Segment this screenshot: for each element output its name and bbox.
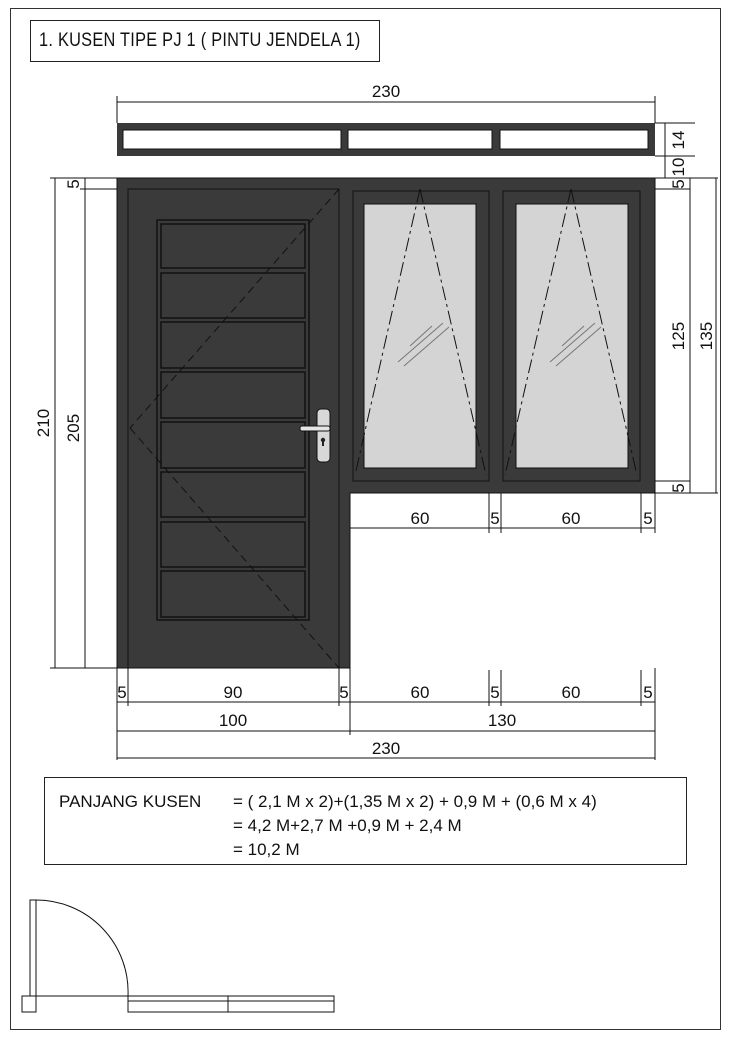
dim-bottom-door-90: 90 — [223, 683, 243, 702]
dim-bottom-win-60a: 60 — [410, 683, 430, 702]
dim-bottom-100: 100 — [218, 711, 248, 730]
dim-win-width-1: 60 — [410, 509, 430, 528]
dim-bottom-total: 230 — [371, 739, 401, 758]
drawing-title: 1. KUSEN TIPE PJ 1 ( PINTU JENDELA 1) — [39, 30, 361, 51]
dim-right-window: 125 — [669, 321, 688, 351]
dim-win-width-2: 60 — [561, 509, 581, 528]
dim-vent-height: 14 — [669, 130, 688, 150]
window-left — [353, 189, 489, 481]
plan-view-door-swing — [22, 900, 334, 1012]
dim-bottom-left-5: 5 — [117, 683, 127, 702]
dim-bottom-mid-5b: 5 — [490, 683, 500, 702]
dim-bottom-right-5: 5 — [643, 683, 653, 702]
dim-bottom-mid-5: 5 — [339, 683, 349, 702]
dim-bottom-win-60b: 60 — [561, 683, 581, 702]
formula-label: PANJANG KUSEN — [59, 792, 202, 811]
formula-line-3: = 10,2 M — [233, 840, 300, 859]
vent-strip — [117, 123, 655, 156]
dim-left-total: 210 — [34, 408, 53, 438]
dim-bottom-130: 130 — [487, 711, 517, 730]
window-right — [503, 189, 640, 481]
dim-right-bottom: 5 — [669, 483, 688, 493]
formula-box — [44, 777, 687, 865]
dim-win-mullion: 5 — [490, 509, 500, 528]
dim-right-top: 5 — [669, 179, 688, 189]
dim-win-right: 5 — [643, 509, 653, 528]
formula-line-2: = 4,2 M+2,7 M +0,9 M + 2,4 M — [233, 816, 462, 835]
dim-vent-gap: 10 — [669, 157, 688, 177]
formula-line-1: = ( 2,1 M x 2)+(1,35 M x 2) + 0,9 M + (0,6 M x 4) — [233, 792, 597, 811]
dim-left-top: 5 — [64, 179, 83, 189]
dim-right-total: 135 — [697, 321, 716, 351]
dim-top-total: 230 — [371, 82, 401, 101]
dim-left-door: 205 — [64, 413, 83, 443]
